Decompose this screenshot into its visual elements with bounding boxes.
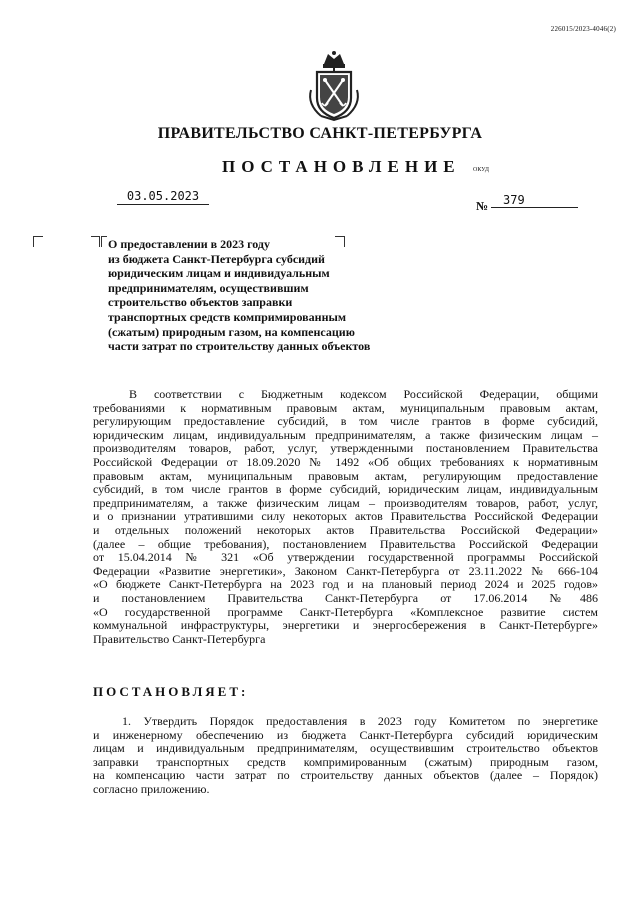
- subject-line: части затрат по строительству данных объектов: [108, 339, 371, 354]
- paragraph-line: и постановлением Правительства Санкт-Петербурга от 17.06.2014 №486: [93, 590, 598, 605]
- paragraph-line: заправки транспортных средств компримированным (сжатым) природным газом,: [93, 754, 598, 769]
- paragraph-line: «О бюджете Санкт-Петербурга на 2023 год и на плановый период 2024 и 2025 годов»: [93, 577, 598, 592]
- decree-title: ПОСТАНОВЛЕНИЕ: [222, 157, 461, 176]
- paragraph-line: на компенсацию части затрат по строительству данных объектов (далее – Порядок): [93, 768, 598, 783]
- corner-mark: [101, 236, 107, 247]
- paragraph-line: юридическим лицам, индивидуальным предпринимателям, а также физическим лицам –: [93, 427, 598, 442]
- paragraph-line: Российской Федерации от 18.09.2020 № 1492 «Об общих требованиях к нормативным: [93, 454, 598, 469]
- number-sign: №: [476, 199, 489, 213]
- paragraph-line: Федерации «Развитие энергетики», Законом Санкт-Петербурга от 23.11.2022 № 666-104: [93, 563, 598, 578]
- subject-line: предпринимателям, осуществившим: [108, 280, 309, 295]
- preamble-paragraph: [93, 388, 598, 646]
- subject-line: (сжатым) природным газом, на компенсацию: [108, 324, 355, 339]
- paragraph-line: производителям товаров, работ, услуг, утвержденными постановлением Правительства: [93, 441, 598, 456]
- paragraph-line: от 15.04.2014 № 321 «Об утверждении государственной программы Российской: [93, 550, 598, 565]
- paragraph-line: и отдельных положений некоторых актов Правительства Российской Федерации»: [93, 522, 598, 537]
- okud-label: ОКУД: [473, 167, 489, 173]
- coat-of-arms-icon: [299, 50, 369, 122]
- subject-line: транспортных средств компримированным: [108, 309, 347, 324]
- paragraph-line: «О государственной программе Санкт-Петербурга «Комплексное развитие систем: [93, 604, 598, 619]
- item-1-paragraph: [93, 715, 598, 797]
- paragraph-line: предпринимателям, а также физическим лицам – производителям товаров, работ, услуг,: [93, 495, 598, 510]
- subject-line: юридическим лицам и индивидуальным: [108, 266, 330, 281]
- corner-mark: [91, 236, 100, 247]
- corner-mark: [33, 236, 43, 247]
- document-id: 226015/2023-4046(2): [550, 25, 616, 33]
- paragraph-line: и о признании утратившими силу некоторых актов Правительства Российской Федерации: [93, 509, 598, 524]
- paragraph-line: регулирующим предоставление субсидий, в том числе грантов в форме субсидий,: [93, 414, 598, 429]
- paragraph-line: В соответствии с Бюджетным кодексом Российской Федерации, общими: [129, 387, 598, 401]
- paragraph-line: (далее – общие требования), постановлением Правительства Российской Федерации: [93, 536, 598, 551]
- subject-line: строительство объектов заправки: [108, 295, 293, 310]
- resolves-heading: ПОСТАНОВЛЯЕТ:: [93, 684, 249, 699]
- paragraph-line: коммунальной инфраструктуры, энергетики и энергосбережения в Санкт-Петербурге»: [93, 618, 598, 633]
- paragraph-line: Правительство Санкт-Петербурга: [93, 631, 266, 646]
- decree-number: 379: [491, 193, 578, 208]
- decree-subject: [108, 237, 408, 354]
- paragraph-line: 1. Утвердить Порядок предоставления в 2023 году Комитетом по энергетике: [122, 714, 598, 728]
- paragraph-line: требованиями к нормативным правовым актам, муниципальным правовым актам,: [93, 400, 598, 415]
- paragraph-line: лицам и индивидуальным предпринимателям, осуществившим строительство объектов: [93, 741, 598, 756]
- paragraph-line: и инженерному обеспечению из бюджета Санкт-Петербурга субсидий юридическим: [93, 727, 598, 742]
- subject-line: из бюджета Санкт-Петербурга субсидий: [108, 251, 325, 266]
- paragraph-line: согласно приложению.: [93, 781, 210, 796]
- paragraph-line: правовым актам, муниципальным правовым актам, регулирующим предоставление: [93, 468, 598, 483]
- decree-date: 03.05.2023: [117, 189, 209, 205]
- government-title: ПРАВИТЕЛЬСТВО САНКТ-ПЕТЕРБУРГА: [157, 125, 483, 142]
- subject-line: О предоставлении в 2023 году: [108, 237, 271, 251]
- paragraph-line: субсидий, в том числе грантов в форме субсидий, юридическим лицам, индивидуальным: [93, 482, 598, 497]
